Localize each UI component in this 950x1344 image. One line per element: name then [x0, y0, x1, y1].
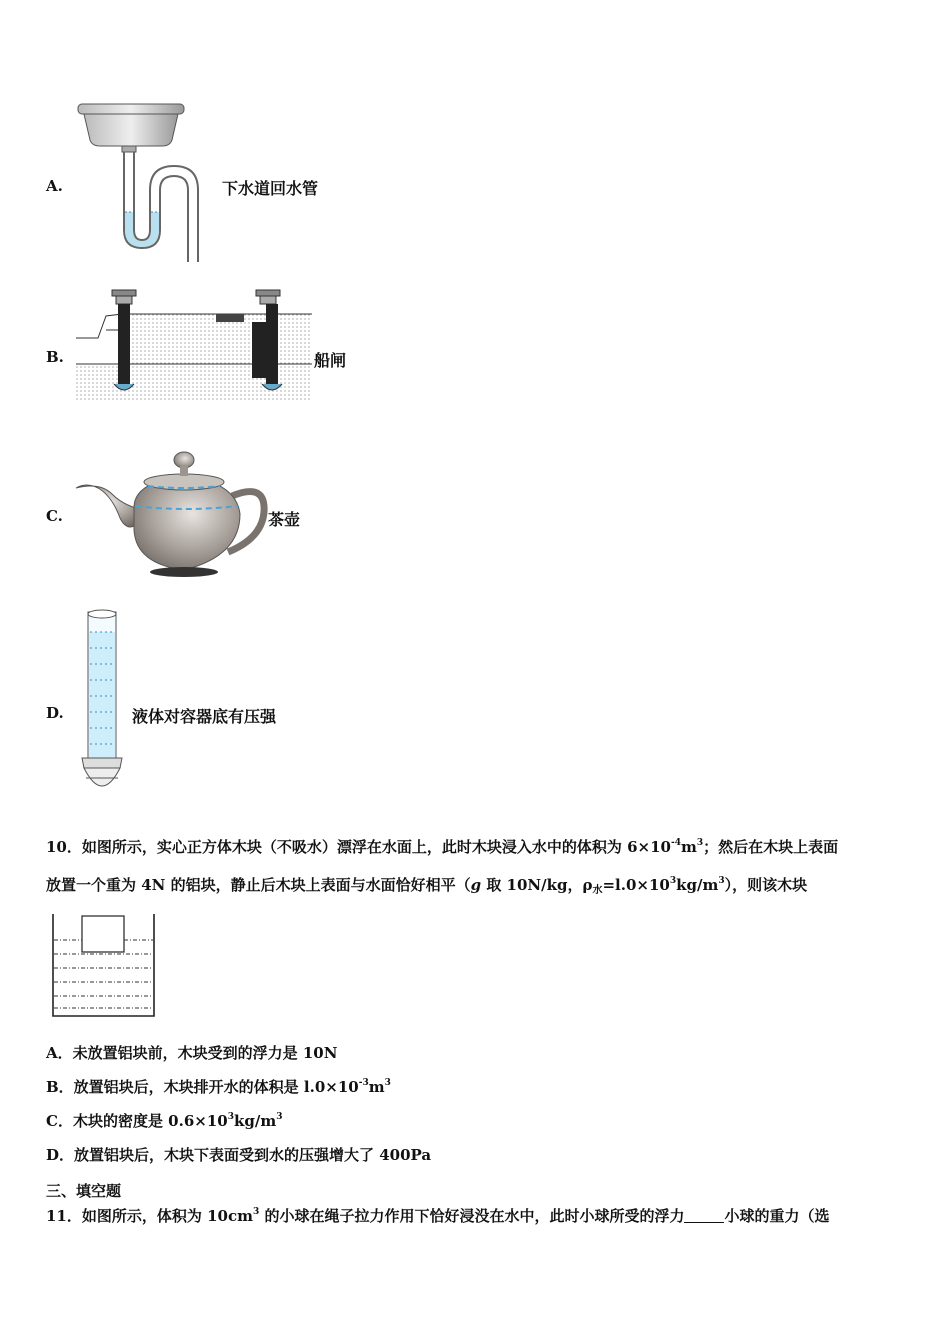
- liquid-tube-figure: [78, 608, 130, 798]
- q10-option-a: A．未放置铝块前，木块受到的浮力是 10N: [46, 1044, 338, 1062]
- q10-option-b: B．放置铝块后，木块排开水的体积是 $l.0\times 10^{-3}m^3$: [46, 1078, 391, 1096]
- q10-line-2: 放置一个重为 4N 的铝块，静止后木块上表面与水面恰好相平（g 取 10N/kg，$\rho_水=l.0\times 10^3kg/m^3$），则该木块: [46, 876, 808, 896]
- option-b-letter: B.: [46, 348, 64, 366]
- q10-line-1: 10．如图所示，实心正方体木块（不吸水）漂浮在水面上，此时木块浸入水中的体积为 $6\times 10^{-4}m^3$；然后在木块上表面: [46, 838, 839, 856]
- option-d-letter: D.: [46, 704, 64, 722]
- option-a-letter: A.: [46, 177, 63, 195]
- option-d-caption: 液体对容器底有压强: [132, 707, 277, 726]
- option-c-caption: 茶壶: [268, 510, 301, 529]
- option-c-letter: C.: [46, 507, 63, 525]
- teapot-figure: [72, 448, 268, 578]
- option-a-caption: 下水道回水管: [222, 179, 319, 198]
- option-b-caption: 船闸: [314, 351, 347, 370]
- ship-lock-figure: [76, 286, 312, 400]
- answer-blank[interactable]: [684, 1208, 724, 1223]
- section-heading: 三、填空题: [46, 1182, 122, 1200]
- q10-block-figure: [50, 912, 160, 1020]
- sink-trap-figure: [70, 100, 220, 265]
- q10-option-c: C．木块的密度是 $0.6\times 10^3kg/m^3$: [46, 1112, 283, 1130]
- q11-line-1: 11．如图所示，体积为 $10cm^3$ 的小球在绳子拉力作用下恰好浸没在水中，此时小球所受的浮力 小球的重力（选: [46, 1207, 830, 1225]
- q10-option-d: D．放置铝块后，木块下表面受到水的压强增大了 400Pa: [46, 1146, 432, 1164]
